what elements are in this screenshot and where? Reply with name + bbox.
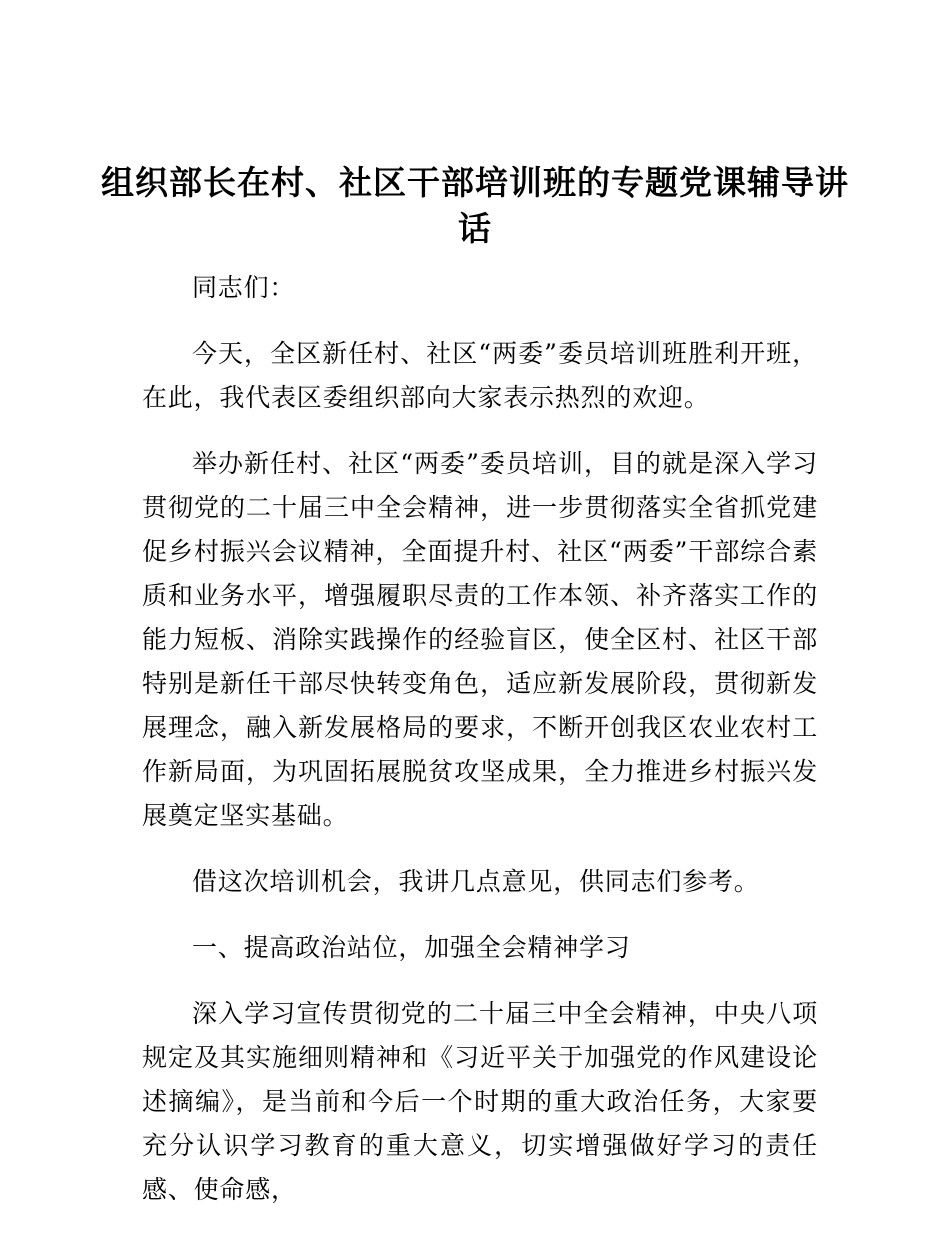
paragraph-purpose: 举办新任村、社区“两委”委员培训，目的就是深入学习贯彻党的二十届三中全会精神，进一步贯彻落实全省抓党建促乡村振兴会议精神，全面提升村、社区“两委”干部综合素质和业务水平，增强履职尽责的工作本领、补齐落实工作的能力短板、消除实践操作的经验盲区，使全区村、社区干部特别是新任干部尽快转变角色，适应新发展阶段，贯彻新发展理念，融入新发展格局的要求，不断开创我区农业农村工作新局面，为巩固拓展脱贫攻坚成果，全力推进乡村振兴发展奠定坚实基础。 — [142, 449, 818, 830]
paragraph-opening: 今天，全区新任村、社区“两委”委员培训班胜利开班，在此，我代表区委组织部向大家表示热烈的欢迎。 — [142, 339, 818, 412]
salutation: 同志们： — [192, 273, 296, 302]
section-heading: 一、提高政治站位，加强全会精神学习 — [192, 933, 631, 962]
paragraph-transition: 借这次培训机会，我讲几点意见，供同志们参考。 — [192, 867, 760, 896]
paragraph-section-one: 深入学习宣传贯彻党的二十届三中全会精神，中央八项规定及其实施细则精神和《习近平关于加强党的作风建设论述摘编》，是当前和今后一个时期的重大政治任务，大家要充分认识学习教育的重大意义，切实增强做好学习的责任感、使命感， — [142, 999, 818, 1204]
document-title: 组织部长在村、社区干部培训班的专题党课辅导讲话 — [101, 163, 849, 248]
document-body — [142, 266, 818, 1234]
